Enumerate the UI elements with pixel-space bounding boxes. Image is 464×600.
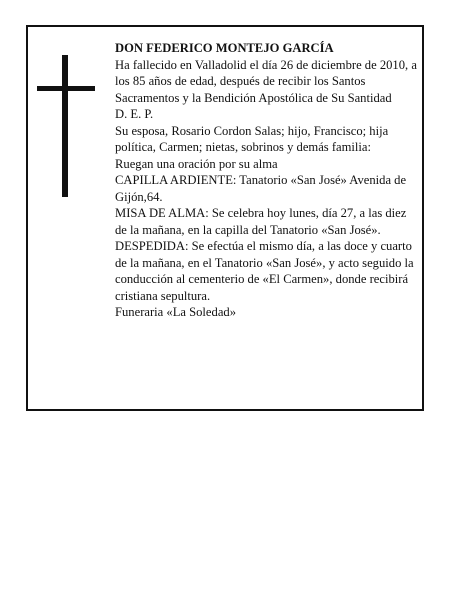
mass-info: MISA DE ALMA: Se celebra hoy lunes, día 27, a las diez de la mañana, en la capilla del Tanatorio «San José». <box>115 206 407 237</box>
chapel-info: CAPILLA ARDIENTE: Tanatorio «San José» Avenida de Gijón,64. <box>115 173 407 204</box>
deceased-name: DON FEDERICO MONTEJO GARCÍA <box>115 41 334 55</box>
family-members: Su esposa, Rosario Cordon Salas; hijo, Francisco; hija política, Carmen; nietas, sobrinos y demás familia: <box>115 123 389 154</box>
cross-vertical-bar <box>62 55 68 197</box>
farewell-info: DESPEDIDA: Se efectúa el mismo día, a las doce y cuarto de la mañana, en el Tanatorio «San José», y acto seguido la conducción al cementerio de «El Carmen», donde recibirá cristiana sepultura. <box>115 239 414 303</box>
obituary-notice <box>26 25 424 411</box>
prayer-request: Ruegan una oración por su alma <box>115 156 278 171</box>
cross-icon <box>37 55 95 197</box>
death-announcement: Ha fallecido en Valladolid el día 26 de diciembre de 2010, a los 85 años de edad, después de recibir los Santos Sacramentos y la Bendición Apostólica de Su Santidad <box>115 57 417 105</box>
rip-abbreviation: D. E. P. <box>115 107 154 121</box>
funeral-home: Funeraria «La Soledad» <box>115 305 236 319</box>
notice-text-block <box>115 40 419 321</box>
cross-horizontal-bar <box>37 86 95 91</box>
